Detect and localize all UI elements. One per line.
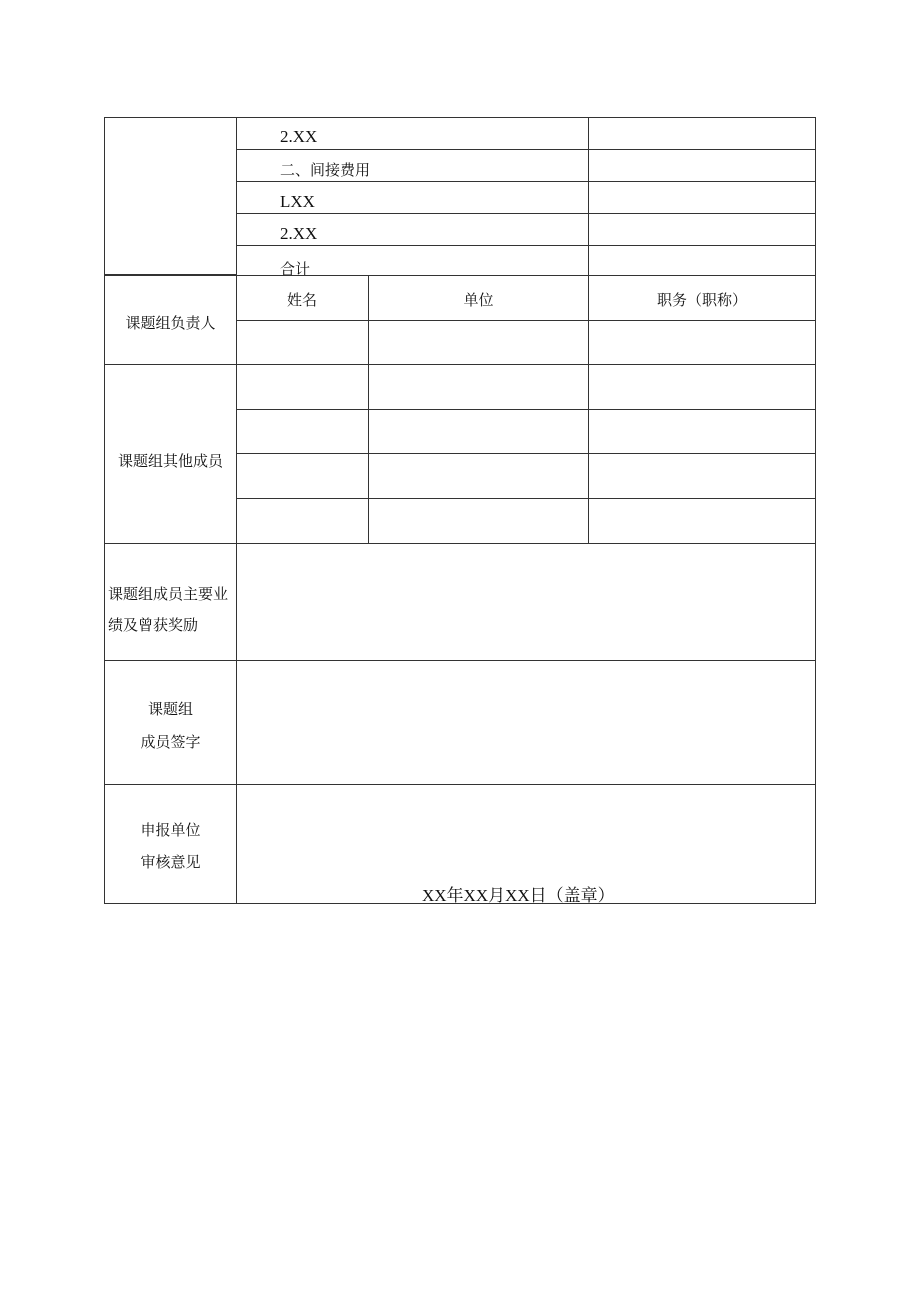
budget-amount-cell[interactable] <box>588 245 816 276</box>
budget-amount-cell[interactable] <box>588 213 816 246</box>
member-title-cell[interactable] <box>588 453 816 499</box>
header-title: 职务（职称） <box>656 291 747 309</box>
leader-name-cell[interactable] <box>236 320 369 365</box>
members-label: 课题组其他成员 <box>117 452 223 470</box>
member-title-cell[interactable] <box>588 498 816 544</box>
member-title-cell[interactable] <box>588 364 816 410</box>
leader-unit-cell[interactable] <box>368 320 589 365</box>
budget-item-text: 2.XX <box>280 224 318 243</box>
member-unit-cell[interactable] <box>368 409 589 454</box>
achievements-label-line2: 绩及曾获奖励 <box>108 616 199 634</box>
members-label-cell <box>104 364 237 544</box>
signature-label-line1: 课题组 <box>147 700 193 718</box>
member-name-cell[interactable] <box>236 409 369 454</box>
leader-title-cell[interactable] <box>588 320 816 365</box>
budget-item-row <box>236 117 589 150</box>
signature-label-cell <box>104 660 237 785</box>
header-unit-cell <box>368 275 589 321</box>
budget-item-text: 二、间接费用 <box>280 161 371 179</box>
header-name: 姓名 <box>287 291 318 309</box>
budget-item-text: 2.XX <box>280 127 318 146</box>
member-title-cell[interactable] <box>588 409 816 454</box>
header-name-cell <box>236 275 369 321</box>
budget-item-row <box>236 181 589 214</box>
review-date-line: XX年XX月XX日（盖章） <box>422 886 615 905</box>
budget-item-row <box>236 213 589 246</box>
budget-amount-cell[interactable] <box>588 117 816 150</box>
member-unit-cell[interactable] <box>368 498 589 544</box>
application-form-table <box>104 117 816 904</box>
member-unit-cell[interactable] <box>368 453 589 499</box>
review-label-line1: 申报单位 <box>140 821 201 839</box>
achievements-label-cell <box>104 543 237 661</box>
review-content-cell[interactable] <box>236 784 816 904</box>
signature-content-cell[interactable] <box>236 660 816 785</box>
member-unit-cell[interactable] <box>368 364 589 410</box>
member-name-cell[interactable] <box>236 453 369 499</box>
budget-amount-cell[interactable] <box>588 181 816 214</box>
leader-label: 课题组负责人 <box>125 314 216 332</box>
budget-item-text: 合计 <box>280 260 311 278</box>
budget-item-text: LXX <box>280 192 315 211</box>
header-unit: 单位 <box>463 291 494 309</box>
member-name-cell[interactable] <box>236 498 369 544</box>
member-name-cell[interactable] <box>236 364 369 410</box>
review-label-cell <box>104 784 237 904</box>
budget-item-row <box>236 245 589 276</box>
budget-item-row <box>236 149 589 182</box>
budget-amount-cell[interactable] <box>588 149 816 182</box>
review-label-line2: 审核意见 <box>140 853 201 871</box>
signature-label-line2: 成员签字 <box>140 733 201 751</box>
achievements-label-line1: 课题组成员主要业 <box>108 585 229 603</box>
leader-label-cell <box>104 275 237 365</box>
achievements-content-cell[interactable] <box>236 543 816 661</box>
header-title-cell <box>588 275 816 321</box>
budget-label-cell <box>104 117 237 275</box>
